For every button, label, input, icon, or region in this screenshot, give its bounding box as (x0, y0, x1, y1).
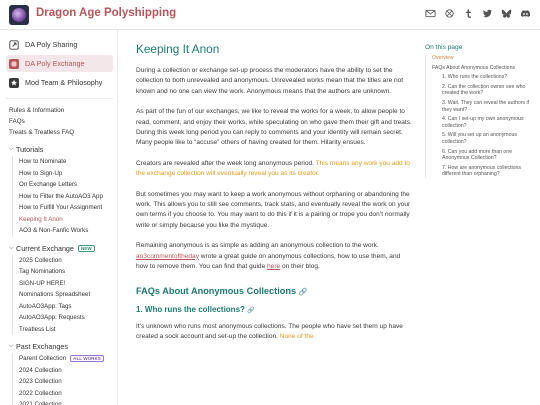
sidebar-item-faqs[interactable]: FAQs (9, 118, 25, 125)
paragraph-reveal-week: As part of the fun of our exchanges, we like to reveal the works for a week, to allow people to read, comment, and enjoy their works, while speculating on who gave them their gift and treats. During this week long period you can reply to comments and your identity will remain secret. Many people like to “accuse” others of having created for them. Hilarity ensues. (136, 108, 412, 147)
sidebar-item-2022-collection[interactable]: 2022 Collection (12, 388, 117, 400)
sidebar-item-rules[interactable]: Rules & Information (9, 107, 65, 114)
toc-item-q4[interactable]: 4. Can I set-up my own anonymous collection? (442, 116, 524, 129)
toc-item-faqs[interactable]: FAQs About Anonymous Collections (432, 64, 516, 71)
chevron-down-icon: ⌵ (9, 244, 14, 251)
anchor-link-icon[interactable]: 🔗 (298, 288, 308, 296)
sidebar-link-label: DA Poly Sharing (25, 40, 78, 49)
sidebar-link-label: Mod Team & Philosophy (25, 78, 103, 87)
star-icon (9, 78, 19, 88)
sidebar-item-2024-collection[interactable]: 2024 Collection (12, 365, 117, 377)
anchor-link-icon[interactable]: 🔗 (247, 307, 255, 314)
paragraph-keep-anon: But sometimes you may want to keep a work anonymous without orphaning or abandoning the work. This allows you to still see comments, track stats, and eventually reveal the work on your own terms if you choose to. You may want to do this if it is a pairing or trope you don’t normally write or simply because you like the mystique. (136, 190, 411, 229)
sidebar-section-tutorials[interactable]: ⌵ Tutorials (9, 145, 44, 154)
toc-item-q1[interactable]: 1. Who runs the collections? (442, 74, 508, 81)
sidebar-item-how-to-nominate[interactable]: How to Nominate (12, 156, 117, 168)
toc-item-overview[interactable]: Overview (432, 55, 454, 61)
site-title[interactable]: Dragon Age Polyshipping (36, 7, 177, 19)
highlighted-warning: This means any work you add to the exchange collection will eventually reveal you as its creator. (136, 159, 410, 178)
paragraph-intro: During a collection or exchange set-up process the moderators have the ability to set the collection to both unrevealed and anonymous. Unrevealed works mean that the titles are not known and no one can view the work. Anonymous means that the authors are unknown. (136, 67, 404, 95)
external-link-icon (9, 40, 19, 50)
toc-item-q3[interactable]: 3. Wait. They can reveal the authors if they want? (442, 99, 530, 113)
tumblr-icon[interactable] (463, 8, 474, 19)
paragraph-who-runs: It’s unknown who runs most anonymous collections. The people who have set them up have created a sock account and set-up the collection. None of the (136, 322, 403, 340)
new-badge: NEW (78, 245, 95, 252)
mail-icon[interactable] (425, 8, 436, 19)
page-title: Keeping It Anon (136, 42, 220, 56)
paragraph-how-to: Remaining anonymous is as simple as adding an anonymous collection to the work. ao3commentoftheday wrote a great guide on anonymous collections, how to use them, and how to remove them. You can find that guide here on their blog. (136, 242, 401, 271)
ao3-icon[interactable] (444, 8, 455, 19)
sidebar-item-keeping-it-anon[interactable]: Keeping It Anon (12, 214, 117, 226)
sidebar-item-sign-up[interactable]: SIGN-UP HERE! (12, 278, 117, 290)
sidebar-link-label: DA Poly Exchange (25, 59, 85, 68)
sidebar-item-filter-autoao3[interactable]: How to Filter the AutoAO3 App (12, 191, 117, 203)
sidebar-item-ao3-non-fanfic[interactable]: AO3 & Non-Fanfic Works (12, 225, 117, 237)
social-icons (425, 8, 531, 19)
sidebar (0, 30, 118, 405)
toc-item-q2[interactable]: 2. Can the collection owner see who created the work? (442, 83, 526, 97)
chevron-down-icon: ⌵ (9, 146, 14, 152)
sidebar-item-how-to-sign-up[interactable]: How to Sign-Up (12, 168, 117, 180)
chevron-down-icon: ⌵ (9, 343, 14, 349)
guide-here-link[interactable]: here (267, 263, 281, 271)
toc-item-q6[interactable]: 6. Can you add more than one Anonymous Collection? (442, 148, 513, 162)
site-logo[interactable] (9, 5, 29, 25)
sidebar-link-mod-team[interactable] (6, 74, 113, 91)
sidebar-item-treatless-list[interactable]: Treatless List (12, 324, 117, 336)
sidebar-link-da-poly-sharing[interactable] (6, 36, 113, 53)
toc-item-q5[interactable]: 5. Will you set up an anonymous collection? (442, 132, 517, 145)
table-of-contents (425, 44, 540, 181)
exchange-icon (9, 59, 19, 69)
toc-list (425, 55, 540, 178)
ao3commentoftheday-link[interactable]: ao3commentoftheday (136, 252, 199, 260)
sidebar-item-2025-collection[interactable]: 2025 Collection (12, 255, 117, 267)
top-header (0, 0, 540, 30)
sidebar-link-da-poly-exchange[interactable] (6, 55, 113, 72)
toc-title: On this page (425, 44, 463, 51)
sidebar-item-nominations-spreadsheet[interactable]: Nominations Spreadsheet (12, 289, 117, 301)
main-content (136, 30, 413, 405)
sidebar-section-past-exchanges[interactable]: ⌵ Past Exchanges (9, 342, 68, 351)
sidebar-item-autoao3-tags[interactable]: AutoAO3App: Tags (12, 301, 117, 313)
sidebar-item-treats-faq[interactable]: Treats & Treatless FAQ (9, 129, 75, 136)
sidebar-item-autoao3-requests[interactable]: AutoAO3App: Requests (12, 312, 117, 324)
sidebar-item-2021-collection[interactable]: 2021 Collection (12, 399, 117, 405)
toc-item-q7[interactable]: 7. How are anonymous collections different than orphaning? (442, 164, 522, 178)
faq-question-1: 1. Who runs the collections? 🔗 (136, 304, 255, 314)
sidebar-item-tag-nominations[interactable]: Tag Nominations (12, 266, 117, 278)
sidebar-item-parent-collection[interactable]: Parent Collection ALL WORKS (12, 353, 117, 365)
faq-heading: FAQs About Anonymous Collections 🔗 (136, 285, 308, 296)
all-works-badge: ALL WORKS (70, 355, 104, 362)
twitter-icon[interactable] (482, 8, 493, 19)
discord-icon[interactable] (520, 8, 531, 19)
sidebar-item-exchange-letters[interactable]: On Exchange Letters (12, 179, 117, 191)
sidebar-item-2023-collection[interactable]: 2023 Collection (12, 376, 117, 388)
sidebar-section-current-exchange[interactable]: ⌵ Current Exchange NEW (0, 242, 117, 255)
paragraph-creators-revealed: Creators are revealed after the week long anonymous period. This means any work you add to the exchange collection will eventually reveal you as its creator. (136, 159, 410, 178)
bluesky-icon[interactable] (501, 8, 512, 19)
sidebar-item-fulfill-assignment[interactable]: How to Fulfill Your Assignment (12, 202, 117, 214)
